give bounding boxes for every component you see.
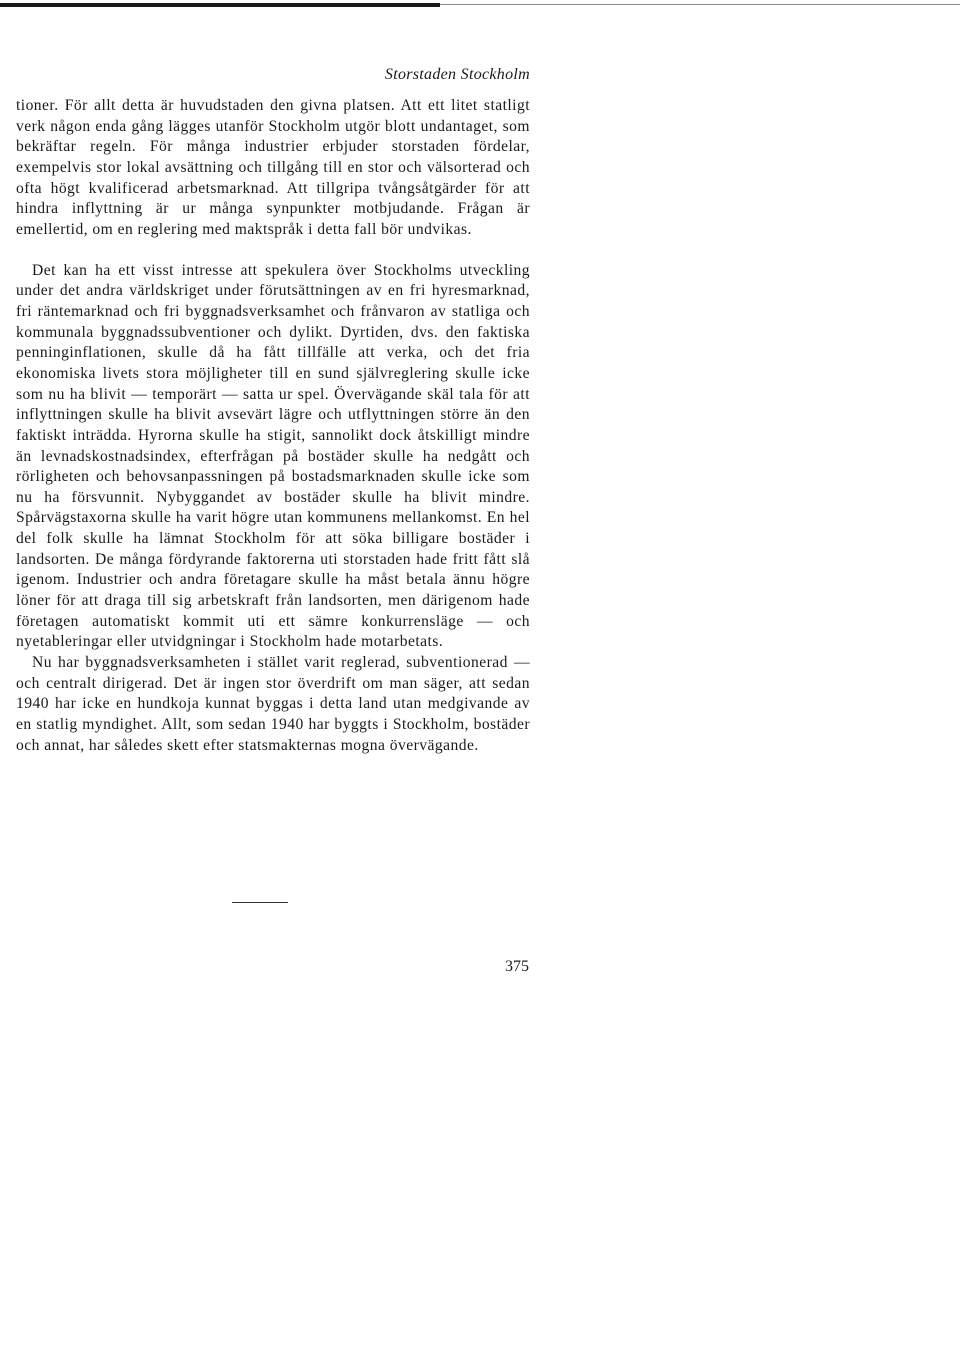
running-head: Storstaden Stockholm	[384, 66, 530, 83]
paragraph-2: Det kan ha ett visst intresse att spekulera över Stockholms utveckling under det andra världskriget under förutsättningen av en fri hyresmarknad, fri räntemarknad och fri byggnadsverksamhet och frånvaron av statliga och kommunala byggnadssubventioner och dylikt. Dyrtiden, dvs. den faktiska penninginflationen, skulle då ha fått tillfälle att verka, och det fria ekonomiska livets stora möjligheter till en sund självreglering skulle icke som nu ha blivit — temporärt — satta ur spel. Övervägande skäl tala för att inflyttningen skulle ha blivit avsevärt lägre och utflyttningen större än den faktiskt inträdda. Hyrorna skulle ha stigit, sannolikt dock åtskilligt mindre än levnadskostnadsindex, efterfrågan på bostäder skulle ha nedgått och rörligheten och behovsanpassningen på bostadsmarknaden skulle icke som nu ha försvunnit. Nybyggandet av bostäder skulle ha blivit mindre. Spårvägstaxorna skulle ha varit högre utan kommunens mellankomst. En hel del folk skulle ha lämnat Stockholm för att söka billigare bostäder i landsorten. De många fördyrande faktorerna uti storstaden hade fritt fått slå igenom. Industrier och andra företagare skulle ha måst betala ännu högre löner för att draga till sig arbetskraft från landsorten, men därigenom hade företagen automatiskt kommit uti ett sämre konkurrensläge — och nyetableringar eller utvidgningar i Stockholm hade motarbetats.	[16, 261, 530, 651]
end-rule	[232, 902, 288, 903]
top-scan-rule	[0, 3, 440, 7]
paragraph-3: Nu har byggnadsverksamheten i stället varit reglerad, subventionerad — och centralt dirigerad. Det är ingen stor överdrift om man säger, att sedan 1940 har icke en hundkoja kunnat byggas i detta land utan medgivande av en statlig myndighet. Allt, som sedan 1940 har byggts i Stockholm, bostäder och annat, har således skett efter statsmakternas mogna övervägande.	[16, 654, 530, 754]
top-scan-rule-thin	[440, 4, 960, 5]
page-number: 375	[505, 958, 529, 975]
text-column	[16, 96, 530, 756]
paragraph-1: tioner. För allt detta är huvudstaden den givna platsen. Att ett litet statligt verk någon enda gång lägges utanför Stockholm utgör blott undantaget, som bekräftar regeln. För många industrier erbjuder storstaden fördelar, exempelvis stor lokal avsättning och tillgång till en stor och välsorterad och ofta högt kvalificerad arbetsmarknad. Att tillgripa tvångsåtgärder för att hindra inflyttning är ur många synpunkter motbjudande. Frågan är emellertid, om en reglering med maktspråk i detta fall bör undvikas.	[16, 97, 530, 238]
